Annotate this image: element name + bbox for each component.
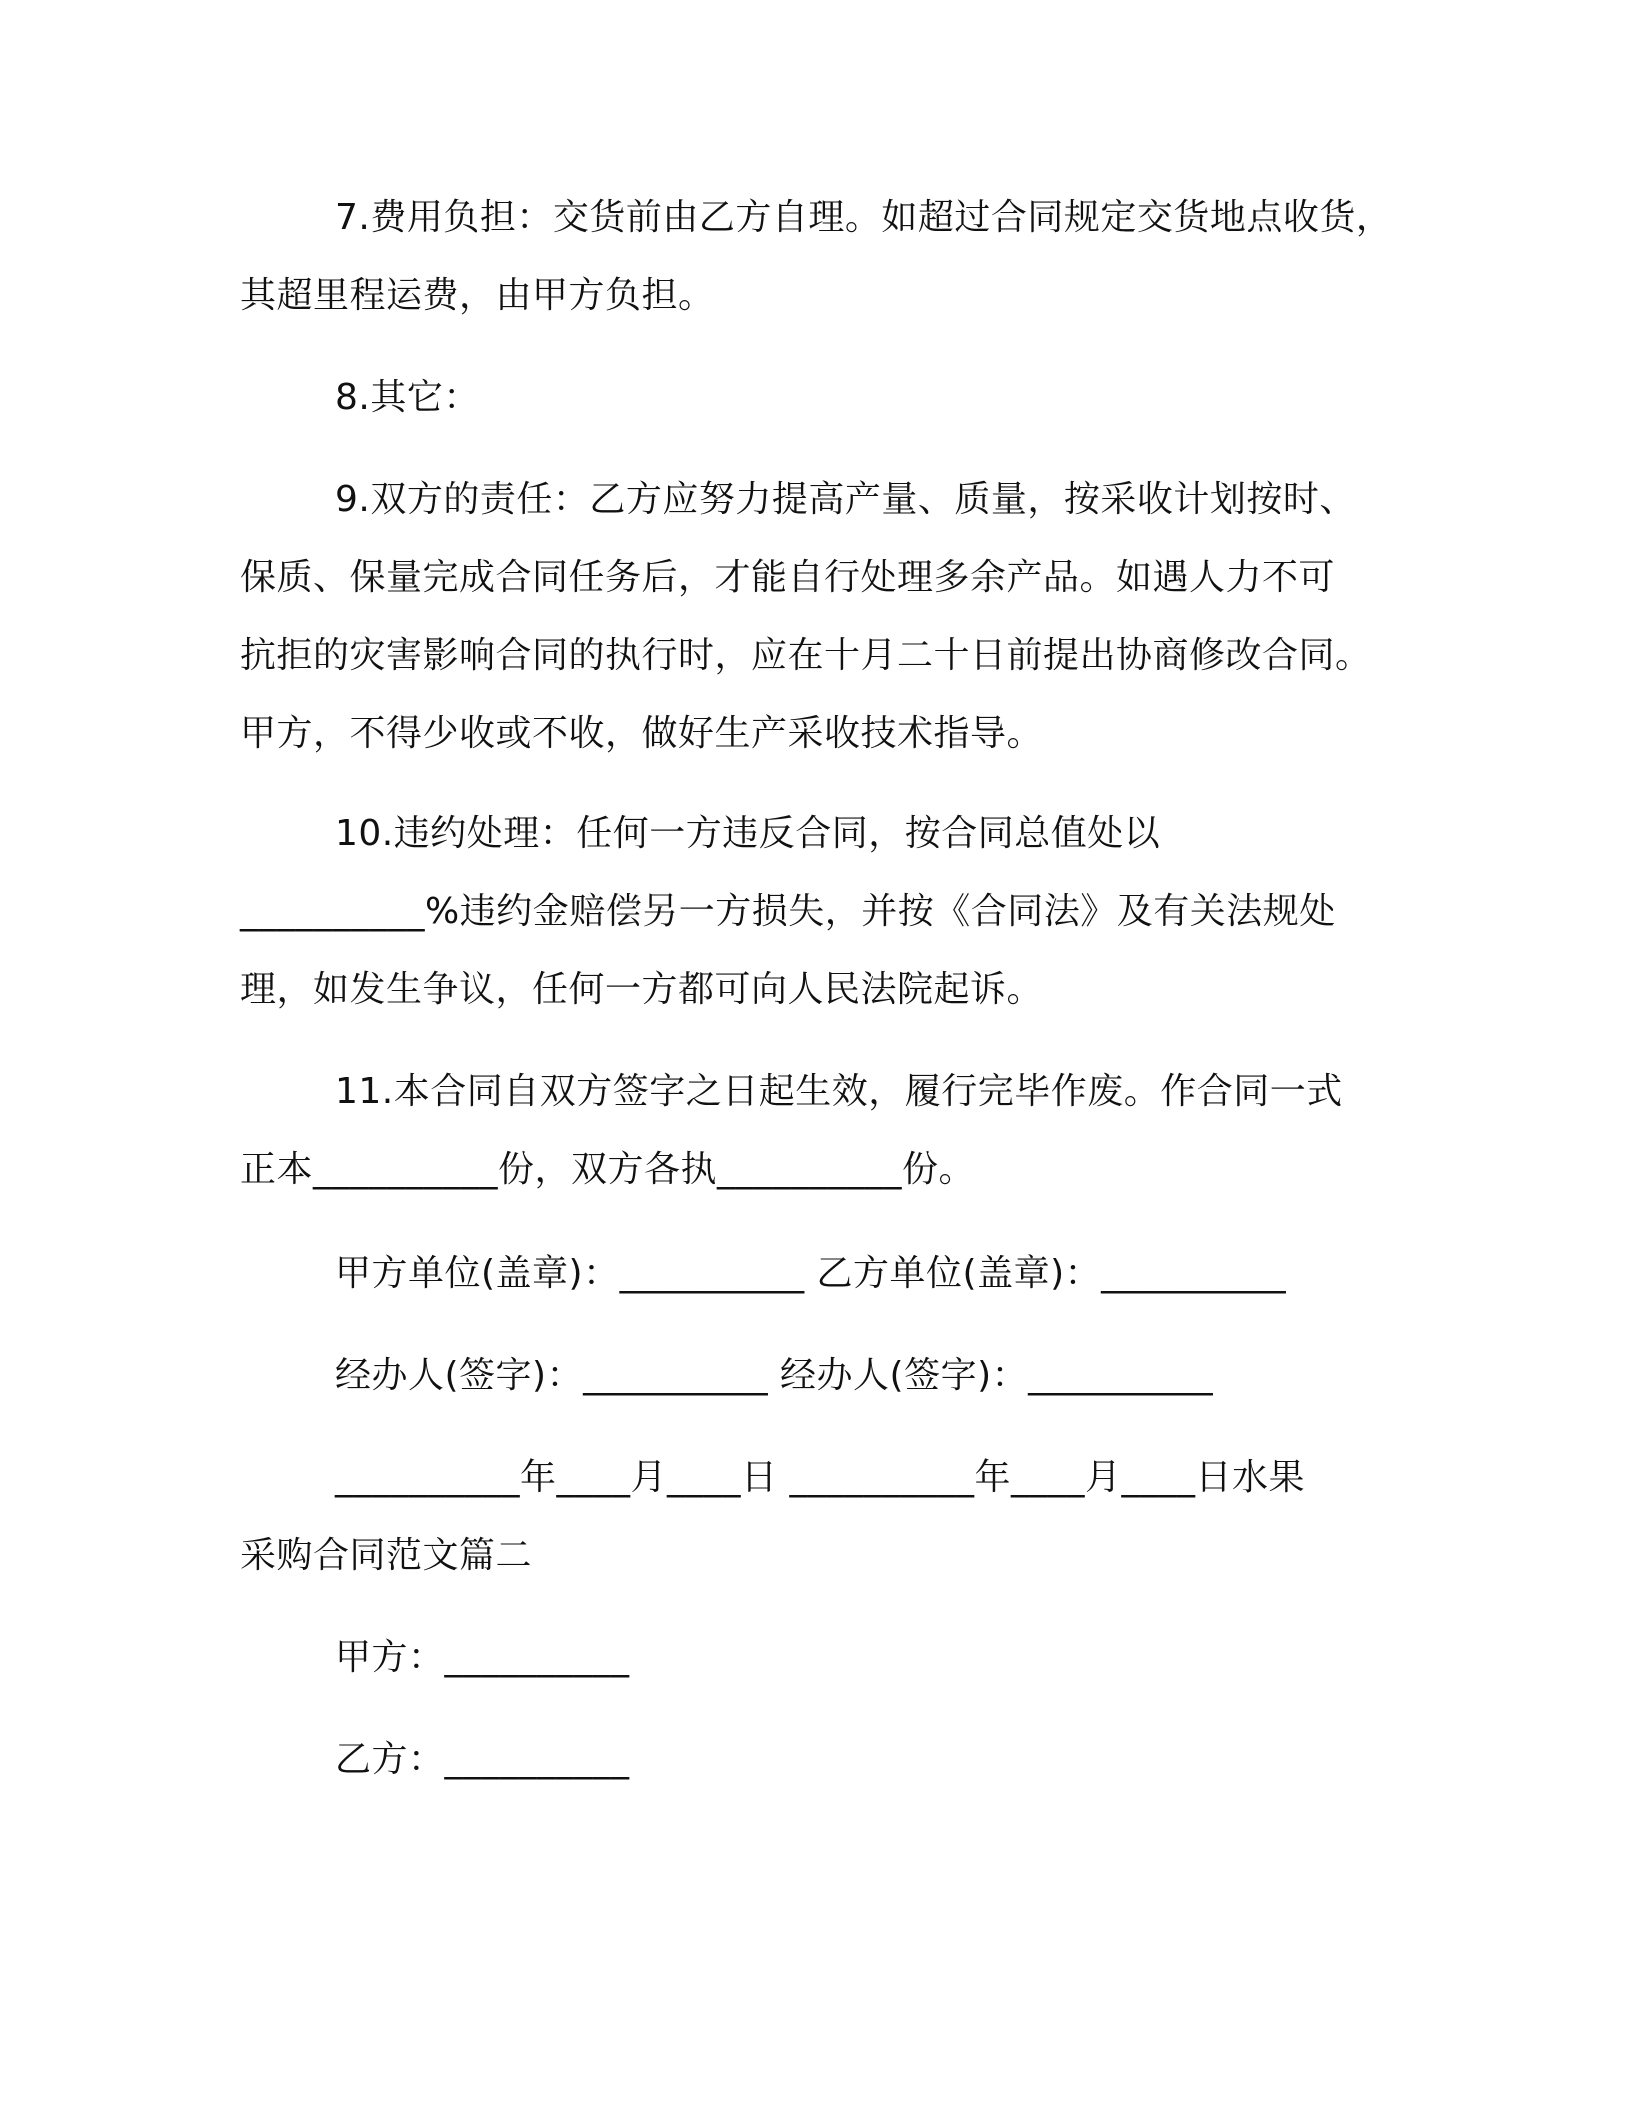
- clause-11-line-2: 正本__________份，双方各执__________份。: [240, 1149, 976, 1190]
- clause-9-line-3: 抗拒的灾害影响合同的执行时，应在十月二十日前提出协商修改合同。: [240, 635, 1372, 676]
- clause-9-line-4: 甲方，不得少收或不收，做好生产采收技术指导。: [240, 713, 1044, 754]
- clause-10-line-1: 10.违约处理：任何一方违反合同，按合同总值处以: [335, 813, 1161, 854]
- clause-7-line-1: 7.费用负担：交货前由乙方自理。如超过合同规定交货地点收货，: [335, 197, 1393, 238]
- clause-9-line-2: 保质、保量完成合同任务后，才能自行处理多余产品。如遇人力不可: [240, 557, 1336, 598]
- clause-9-line-1: 9.双方的责任：乙方应努力提高产量、质量，按采收计划按时、: [335, 479, 1356, 520]
- date-line: __________年____月____日 __________年____月____日水果: [335, 1457, 1305, 1498]
- section-title-line: 采购合同范文篇二: [240, 1535, 533, 1576]
- clause-10-line-2: __________%违约金赔偿另一方损失，并按《合同法》及有关法规处: [240, 891, 1336, 932]
- clause-10-line-3: 理，如发生争议，任何一方都可向人民法院起诉。: [240, 969, 1044, 1010]
- party-b-line: 乙方：__________: [335, 1739, 630, 1780]
- handler-signature-line: 经办人(签字)：__________ 经办人(签字)：__________: [335, 1355, 1214, 1396]
- party-units-signature-line: 甲方单位(盖章)：__________ 乙方单位(盖章)：__________: [335, 1253, 1287, 1294]
- clause-11-line-1: 11.本合同自双方签字之日起生效，履行完毕作废。作合同一式: [335, 1071, 1343, 1112]
- party-a-line: 甲方：__________: [335, 1637, 630, 1678]
- clause-7-line-2: 其超里程运费，由甲方负担。: [240, 275, 715, 316]
- clause-8: 8.其它：: [335, 377, 480, 418]
